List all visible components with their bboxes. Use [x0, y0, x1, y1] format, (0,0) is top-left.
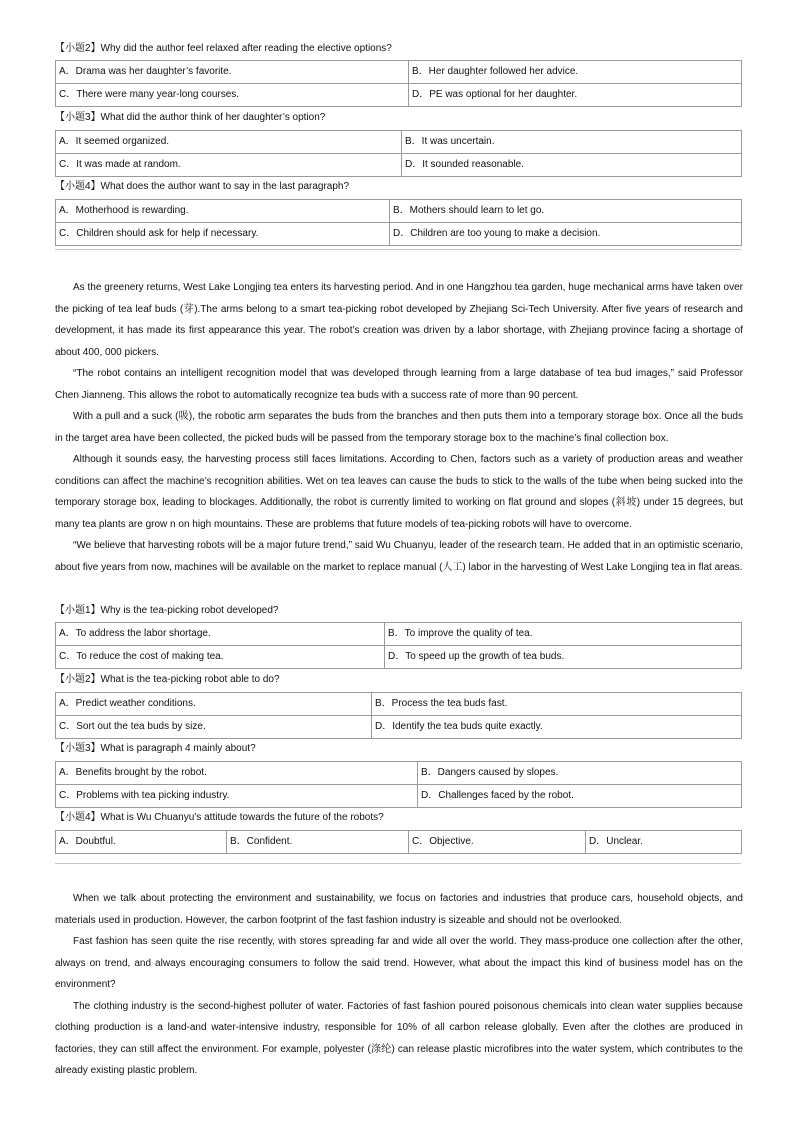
question-stem: 【小题4】What is Wu Chuanyu’s attitude towards the future of the robots?: [55, 812, 384, 823]
option-b[interactable]: B．Dangers caused by slopes.: [418, 762, 742, 785]
paragraph: Although it sounds easy, the harvesting process still faces limitations. According to Chen, factors such as a variety of production areas and weather conditions can affect the machine’s recognition abilities. Wet on tea leaves can cause the buds to stick to the walls of the tube when being sucked into the temporary storage box, leading to blockages. Additionally, the robot is currently limited to working on flat ground and slopes (斜坡) under 15 degrees, but many tea plants are grow n on high mountains. These are problems that future models of tea-picking robots will have to overcome.: [55, 454, 743, 530]
option-c[interactable]: C．It was made at random.: [56, 154, 402, 177]
option-a[interactable]: A．Drama was her daughter’s favorite.: [56, 61, 409, 84]
paragraph: When we talk about protecting the environment and sustainability, we focus on factories and industries that produce cars, household objects, and materials used in production. However, the carbon footprint of the fast fashion industry is sizeable and should not be overlooked.: [55, 893, 743, 926]
option-c[interactable]: C．Sort out the tea buds by size.: [56, 716, 372, 739]
question-stem: 【小题2】What is the tea-picking robot able to do?: [55, 674, 280, 685]
option-a[interactable]: A．To address the labor shortage.: [56, 623, 385, 646]
option-b[interactable]: B．Confident.: [227, 831, 409, 854]
option-b[interactable]: B．Her daughter followed her advice.: [409, 61, 742, 84]
question-stem: 【小题3】What did the author think of her daughter’s option?: [55, 112, 326, 123]
option-c[interactable]: C．There were many year-long courses.: [56, 84, 409, 107]
option-a[interactable]: A．Motherhood is rewarding.: [56, 200, 390, 223]
option-d[interactable]: D．Identify the tea buds quite exactly.: [372, 716, 742, 739]
section-divider: [55, 863, 741, 864]
option-d[interactable]: D．To speed up the growth of tea buds.: [385, 646, 742, 669]
options-table: [55, 622, 742, 669]
option-a[interactable]: A．Benefits brought by the robot.: [56, 762, 418, 785]
options-table: [55, 692, 742, 739]
option-b[interactable]: B．Process the tea buds fast.: [372, 693, 742, 716]
option-c[interactable]: C．Objective.: [409, 831, 586, 854]
question-stem: 【小题1】Why is the tea-picking robot developed?: [55, 605, 279, 616]
option-d[interactable]: D．Children are too young to make a decision.: [390, 223, 742, 246]
question-stem: 【小题2】Why did the author feel relaxed after reading the elective options?: [55, 43, 392, 54]
option-a[interactable]: A．Predict weather conditions.: [56, 693, 372, 716]
option-c[interactable]: C．Problems with tea picking industry.: [56, 785, 418, 808]
options-table: [55, 830, 742, 854]
paragraph: “The robot contains an intelligent recognition model that was developed through learning from a large database of tea bud images,” said Professor Chen Jianneng. This allows the robot to automatically recognize tea buds with a success rate of more than 90 percent.: [55, 368, 743, 401]
options-table: [55, 130, 742, 177]
option-c[interactable]: C．To reduce the cost of making tea.: [56, 646, 385, 669]
section-divider: [55, 249, 741, 250]
paragraph: With a pull and a suck (吸), the robotic arm separates the buds from the branches and then puts them into a temporary storage box. Once all the buds in the target area have been collected, the picked buds will be passed from the temporary storage box to the machine’s final collection box.: [55, 411, 743, 444]
paragraph: Fast fashion has seen quite the rise recently, with stores spreading far and wide all over the world. They mass-produce one collection after the other, always on trend, and always encouraging consumers to follow the said trend. However, what about the impact this kind of business model has on the environment?: [55, 936, 743, 990]
paragraph: The clothing industry is the second-highest polluter of water. Factories of fast fashion poured poisonous chemicals into clean water supplies because clothing production is a land-and water-intensive industry, responsible for 10% of all carbon release globally. Even after the clothes are produced in factories, they can still affect the environment. For example, polyester (涤纶) can release plastic microfibres into the water system, which contributes to the already existing plastic problem.: [55, 1000, 743, 1076]
passage-fast-fashion: [55, 888, 743, 1082]
option-a[interactable]: A．It seemed organized.: [56, 131, 402, 154]
options-table: [55, 60, 742, 107]
paragraph: “We believe that harvesting robots will be a major future trend,” said Wu Chuanyu, leader of the research team. He added that in an optimistic scenario, about five years from now, machines will be available on the market to replace manual (人工) labor in the harvesting of West Lake Longjing tea in flat areas.: [55, 540, 743, 573]
option-b[interactable]: B．Mothers should learn to let go.: [390, 200, 742, 223]
question-stem: 【小题4】What does the author want to say in the last paragraph?: [55, 181, 350, 192]
option-d[interactable]: D．PE was optional for her daughter.: [409, 84, 742, 107]
option-b[interactable]: B．It was uncertain.: [402, 131, 742, 154]
passage-tea-robot: [55, 277, 743, 578]
question-stem: 【小题3】What is paragraph 4 mainly about?: [55, 743, 256, 754]
options-table: [55, 761, 742, 808]
option-d[interactable]: D．It sounded reasonable.: [402, 154, 742, 177]
option-d[interactable]: D．Challenges faced by the robot.: [418, 785, 742, 808]
option-b[interactable]: B．To improve the quality of tea.: [385, 623, 742, 646]
option-d[interactable]: D．Unclear.: [586, 831, 742, 854]
option-a[interactable]: A．Doubtful.: [56, 831, 227, 854]
option-c[interactable]: C．Children should ask for help if necessary.: [56, 223, 390, 246]
paragraph: As the greenery returns, West Lake Longjing tea enters its harvesting period. And in one Hangzhou tea garden, huge mechanical arms have taken over the picking of tea leaf buds (芽).The arms belong to a smart tea-picking robot developed by Zhejiang Sci-Tech University. After five years of research and development, it has made its first appearance this year. The robot’s creation was driven by a labor shortage, with Zhejiang province facing a shortage of about 400, 000 pickers.: [55, 282, 743, 358]
options-table: [55, 199, 742, 246]
